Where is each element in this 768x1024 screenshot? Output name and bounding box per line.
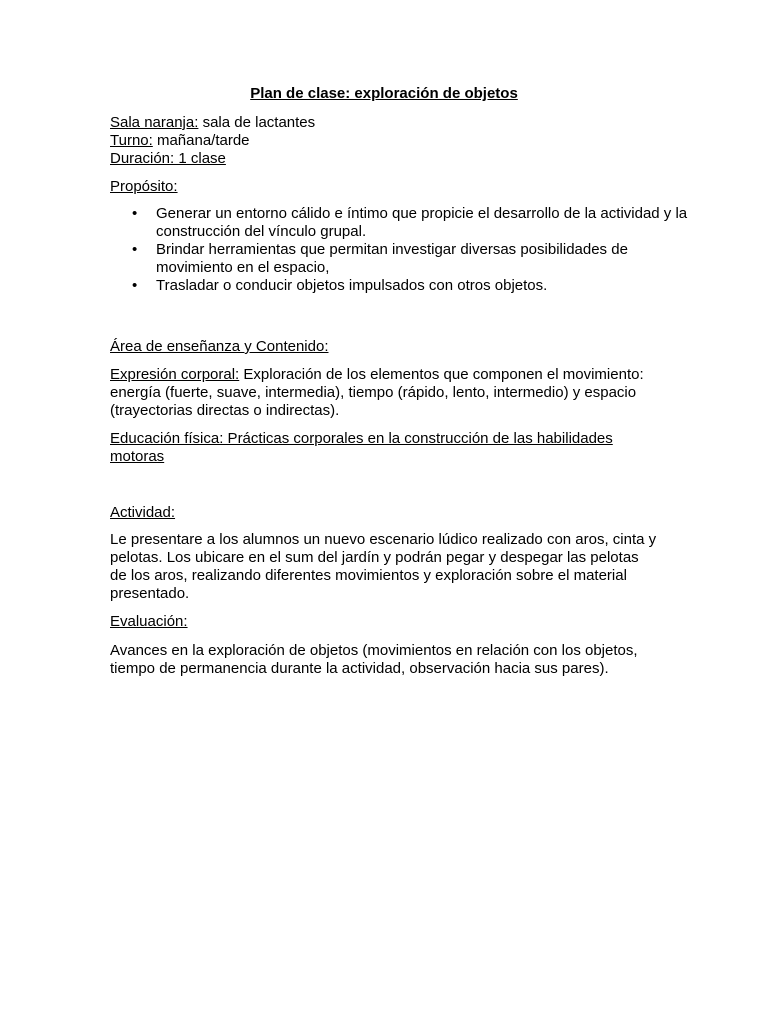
proposito-list — [110, 205, 696, 295]
sala-value: sala de lactantes — [198, 114, 316, 131]
evaluacion-heading: Evaluación: — [110, 613, 188, 630]
area-heading: Área de enseñanza y Contenido: — [110, 338, 329, 355]
meta-turno — [110, 132, 658, 150]
proposito-item: • Brindar herramientas que permitan investigar diversas posibilidades de movimiento en el espacio, — [156, 241, 696, 277]
proposito-heading: Propósito: — [110, 178, 178, 195]
proposito-item: • Generar un entorno cálido e íntimo que propicie el desarrollo de la actividad y la construcción del vínculo grupal. — [156, 205, 696, 241]
evaluacion-paragraph: Avances en la exploración de objetos (movimientos en relación con los objetos, tiempo de permanencia durante la actividad, observación hacia sus pares). — [110, 642, 638, 677]
duracion-text: Duración: 1 clase — [110, 150, 226, 167]
actividad-paragraph: Le presentare a los alumnos un nuevo escenario lúdico realizado con aros, cinta y pelotas. Los ubicare en el sum del jardín y podrán pegar y despegar las pelotas de los aros, realizando diferentes movimientos y exploración sobre el material presentado. — [110, 531, 657, 602]
expresion-corporal-paragraph — [110, 366, 658, 420]
educacion-text: Educación física: Prácticas corporales en la construcción de las habilidades motoras — [110, 430, 613, 465]
actividad-heading: Actividad: — [110, 504, 176, 521]
sala-label: Sala naranja: — [110, 114, 199, 131]
expresion-text: Exploración de los elementos que componen el movimiento: energía (fuerte, suave, intermedia), tiempo (rápido, lento, intermedio) y espacio (trayectorias directas o indirectas). — [110, 366, 644, 419]
expresion-label: Expresión corporal: — [110, 366, 240, 383]
meta-duracion — [110, 150, 658, 168]
meta-sala — [110, 114, 658, 132]
turno-value: mañana/tarde — [152, 132, 250, 149]
educacion-fisica-paragraph — [110, 430, 658, 466]
turno-label: Turno: — [110, 132, 153, 149]
document-title: Plan de clase: exploración de objetos — [250, 85, 518, 102]
proposito-item: • Trasladar o conducir objetos impulsados con otros objetos. — [156, 277, 696, 295]
